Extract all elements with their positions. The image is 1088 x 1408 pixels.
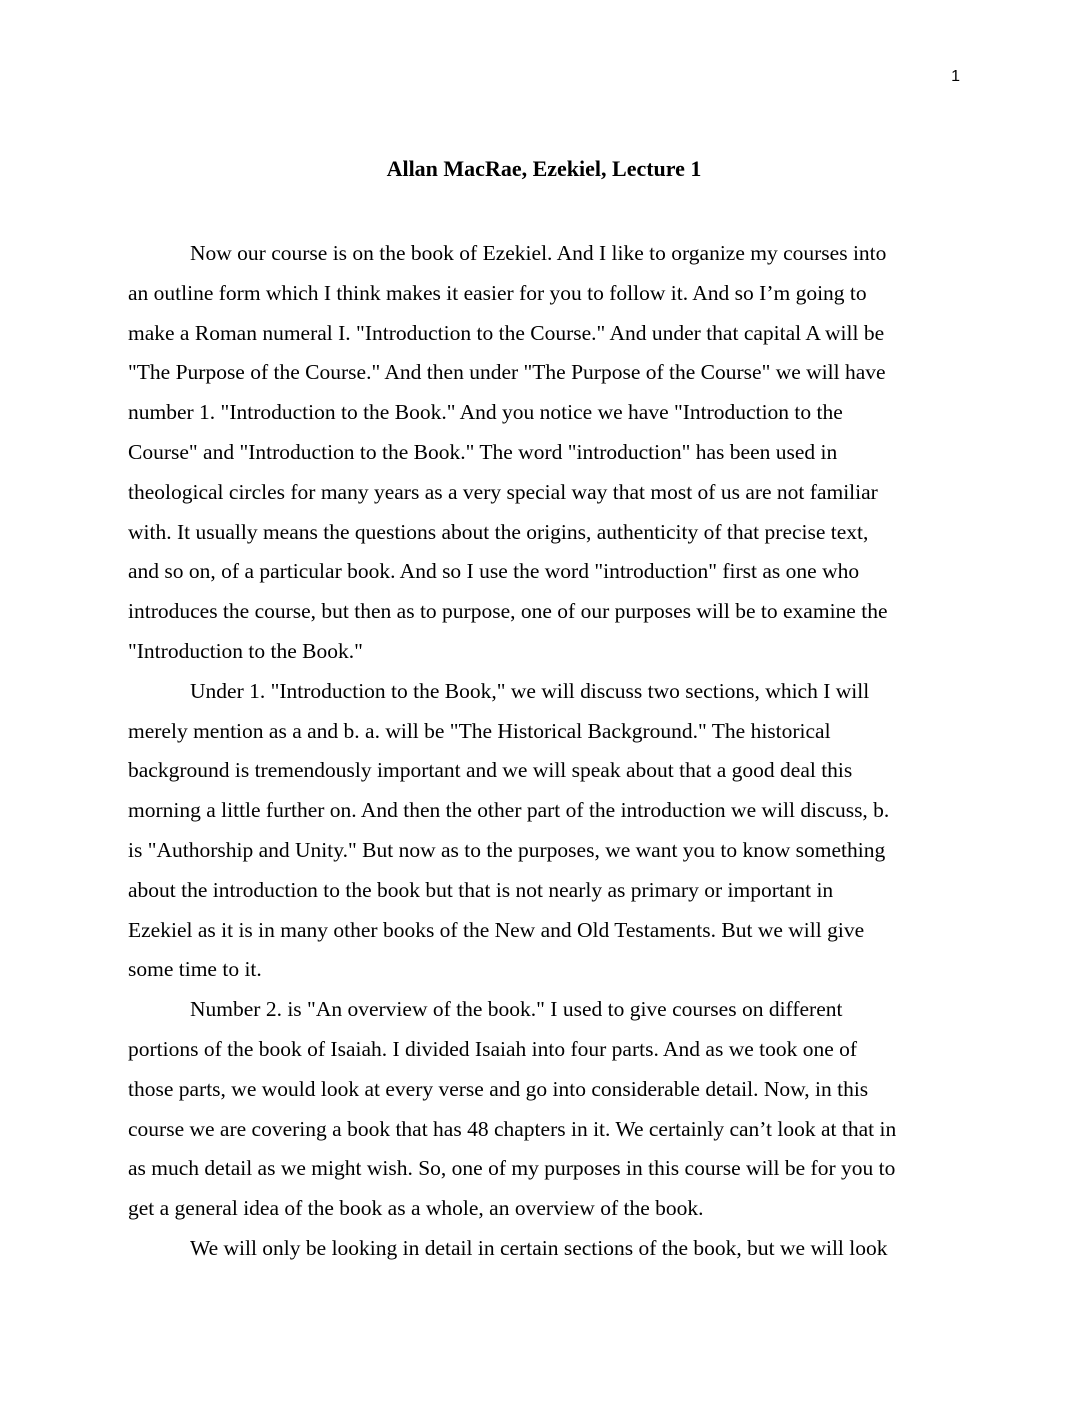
text-line: those parts, we would look at every verse and go into considerable detail. Now, in this [128, 1076, 869, 1101]
text-line: make a Roman numeral I. "Introduction to the Course." And under that capital A will be [128, 320, 885, 345]
text-line: and so on, of a particular book. And so I use the word "introduction" first as one who [128, 559, 860, 584]
text-line: merely mention as a and b. a. will be "The Historical Background." The historical [128, 718, 831, 743]
text-line: as much detail as we might wish. So, one of my purposes in this course will be for you to [128, 1156, 896, 1181]
text-line: get a general idea of the book as a whole, an overview of the book. [128, 1196, 704, 1221]
text-line: about the introduction to the book but that is not nearly as primary or important in [128, 877, 834, 902]
text-line: Now our course is on the book of Ezekiel. And I like to organize my courses into [190, 241, 887, 265]
text-line: is "Authorship and Unity." But now as to the purposes, we want you to know something [128, 837, 886, 862]
paragraph [128, 672, 966, 990]
paragraph [128, 990, 966, 1229]
paragraph [128, 1229, 966, 1269]
paragraph [128, 234, 966, 672]
document-body [128, 234, 966, 1269]
text-line: "The Purpose of the Course." And then under "The Purpose of the Course" we will have [128, 360, 886, 385]
text-line: Course" and "Introduction to the Book." The word "introduction" has been used in [128, 439, 838, 464]
text-line: Number 2. is "An overview of the book." I used to give courses on different [190, 997, 843, 1022]
text-line: Ezekiel as it is in many other books of the New and Old Testaments. But we will give [128, 917, 865, 942]
text-line: introduces the course, but then as to purpose, one of our purposes will be to examine the [128, 599, 888, 624]
text-line: with. It usually means the questions about the origins, authenticity of that precise text, [128, 519, 869, 544]
text-line: morning a little further on. And then the other part of the introduction we will discuss, b. [128, 798, 890, 823]
text-line: We will only be looking in detail in certain sections of the book, but we will look [190, 1235, 888, 1260]
text-line: portions of the book of Isaiah. I divided Isaiah into four parts. And as we took one of [128, 1036, 858, 1061]
text-line: theological circles for many years as a very special way that most of us are not familiar [128, 479, 878, 504]
text-line: course we are covering a book that has 48 chapters in it. We certainly can’t look at that in [128, 1116, 897, 1141]
page-title: Allan MacRae, Ezekiel, Lecture 1 [386, 156, 702, 181]
text-line: an outline form which I think makes it easier for you to follow it. And so I’m going to [128, 280, 867, 305]
text-line: some time to it. [128, 957, 262, 982]
text-line: background is tremendously important and we will speak about that a good deal this [128, 758, 853, 783]
text-line: number 1. "Introduction to the Book." And you notice we have "Introduction to the [128, 400, 843, 425]
page-number: 1 [951, 68, 960, 85]
text-line: Under 1. "Introduction to the Book," we will discuss two sections, which I will [190, 678, 870, 703]
text-line: "Introduction to the Book." [128, 638, 363, 663]
